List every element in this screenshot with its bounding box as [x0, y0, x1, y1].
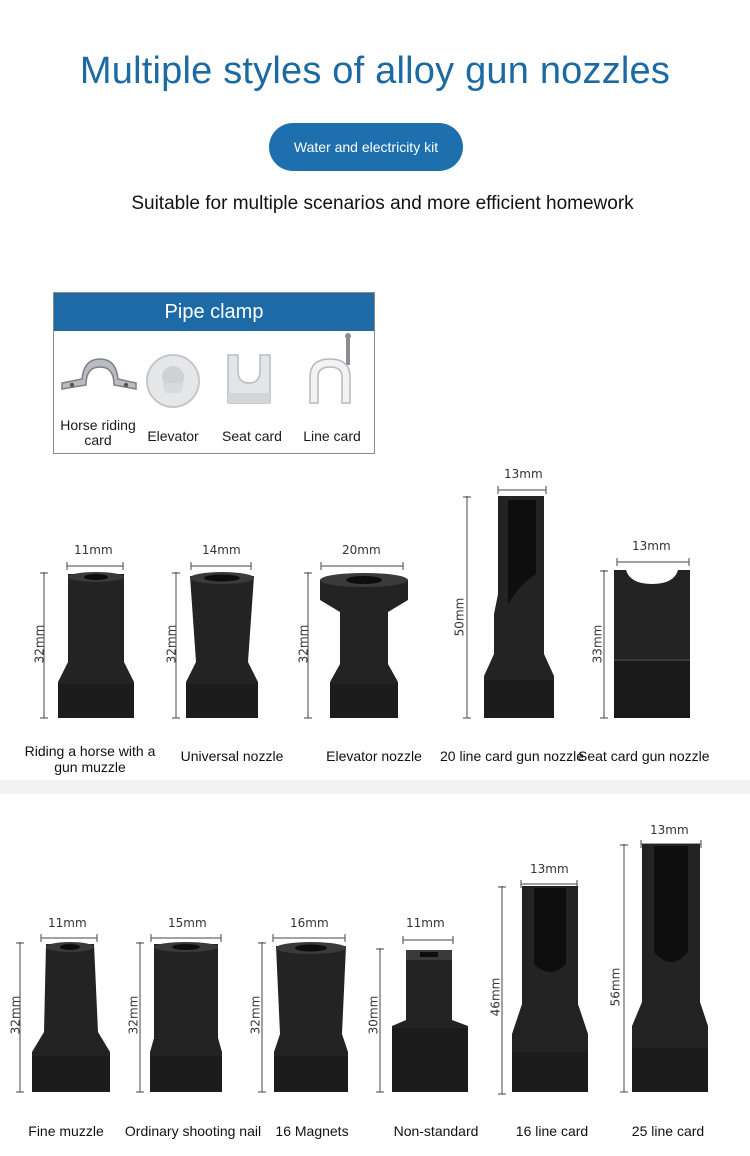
caption-ordinary-shooting-nail: Ordinary shooting nail	[124, 1123, 262, 1139]
width-bracket	[272, 934, 348, 942]
caption-fine-muzzle: Fine muzzle	[28, 1123, 104, 1139]
height-bracket	[376, 948, 384, 1094]
height-bracket	[498, 886, 506, 1096]
clamp-label-seat-card: Seat card	[222, 428, 282, 444]
section-divider	[0, 780, 750, 794]
nozzle-riding-horse	[54, 572, 138, 722]
width-bracket	[150, 934, 224, 942]
height-bracket	[463, 496, 471, 720]
height-dim: 50mm	[452, 597, 467, 637]
kit-badge-label: Water and electricity kit	[293, 139, 439, 155]
width-dim: 11mm	[74, 543, 113, 557]
subtitle: Suitable for multiple scenarios and more efficient homework	[131, 193, 634, 214]
width-bracket	[66, 562, 126, 570]
caption-20-line-card: 20 line card gun nozzle	[440, 748, 584, 764]
height-bracket	[16, 942, 24, 1094]
width-dim: 11mm	[406, 916, 445, 930]
height-dim: 30mm	[366, 995, 381, 1035]
width-bracket	[402, 936, 456, 944]
height-bracket	[258, 942, 266, 1094]
caption-16-line-card: 16 line card	[515, 1123, 589, 1139]
width-dim: 13mm	[504, 467, 543, 481]
page-title: Multiple styles of alloy gun nozzles	[79, 50, 671, 92]
height-dim: 32mm	[8, 995, 23, 1035]
height-bracket	[600, 570, 608, 720]
nozzle-non-standard	[388, 948, 472, 1096]
caption-universal: Universal nozzle	[180, 748, 284, 764]
line-card-icon	[302, 333, 362, 413]
nozzle-fine-muzzle	[28, 942, 114, 1096]
height-dim: 56mm	[608, 967, 623, 1007]
caption-non-standard: Non-standard	[393, 1123, 479, 1139]
elevator-icon	[145, 353, 201, 409]
caption-elevator: Elevator nozzle	[326, 748, 422, 764]
horse-riding-card-icon	[58, 355, 138, 399]
height-dim: 32mm	[164, 624, 179, 664]
width-dim: 13mm	[650, 823, 689, 837]
width-dim: 13mm	[632, 539, 671, 553]
height-dim: 32mm	[296, 624, 311, 664]
nozzle-16-magnets	[270, 942, 352, 1096]
caption-riding-horse: Riding a horse with a gun muzzle	[24, 743, 156, 775]
nozzle-elevator	[318, 572, 410, 722]
width-dim: 15mm	[168, 916, 207, 930]
seat-card-icon	[224, 353, 274, 405]
height-bracket	[40, 572, 48, 720]
nozzle-16-line-card	[508, 884, 592, 1096]
width-dim: 13mm	[530, 862, 569, 876]
clamp-label-horse-riding-card: Horse riding card	[60, 417, 136, 448]
nozzle-20-line-card	[480, 494, 560, 722]
width-dim: 14mm	[202, 543, 241, 557]
width-bracket	[497, 486, 549, 494]
pipe-clamp-heading: Pipe clamp	[54, 293, 374, 331]
height-dim: 33mm	[590, 624, 605, 664]
height-dim: 32mm	[32, 624, 47, 664]
width-bracket	[320, 562, 406, 570]
caption-seat-card: Seat card gun nozzle	[578, 748, 710, 764]
caption-16-magnets: 16 Magnets	[275, 1123, 349, 1139]
width-bracket	[40, 934, 100, 942]
nozzle-seat-card	[612, 568, 692, 722]
height-bracket	[136, 942, 144, 1094]
width-dim: 20mm	[342, 543, 381, 557]
height-dim: 32mm	[126, 995, 141, 1035]
width-bracket	[190, 562, 254, 570]
width-dim: 11mm	[48, 916, 87, 930]
pipe-clamp-panel	[53, 292, 375, 454]
kit-badge	[269, 123, 463, 171]
height-bracket	[304, 572, 312, 720]
nozzle-universal	[182, 572, 262, 722]
clamp-label-line-card: Line card	[303, 428, 361, 444]
clamp-label-elevator: Elevator	[147, 428, 199, 444]
height-bracket	[620, 844, 628, 1094]
width-bracket	[616, 558, 692, 566]
height-dim: 46mm	[488, 977, 503, 1017]
nozzle-ordinary-shooting-nail	[146, 942, 226, 1096]
nozzle-25-line-card	[628, 842, 712, 1096]
height-dim: 32mm	[248, 995, 263, 1035]
height-bracket	[172, 572, 180, 720]
caption-25-line-card: 25 line card	[631, 1123, 705, 1139]
width-dim: 16mm	[290, 916, 329, 930]
